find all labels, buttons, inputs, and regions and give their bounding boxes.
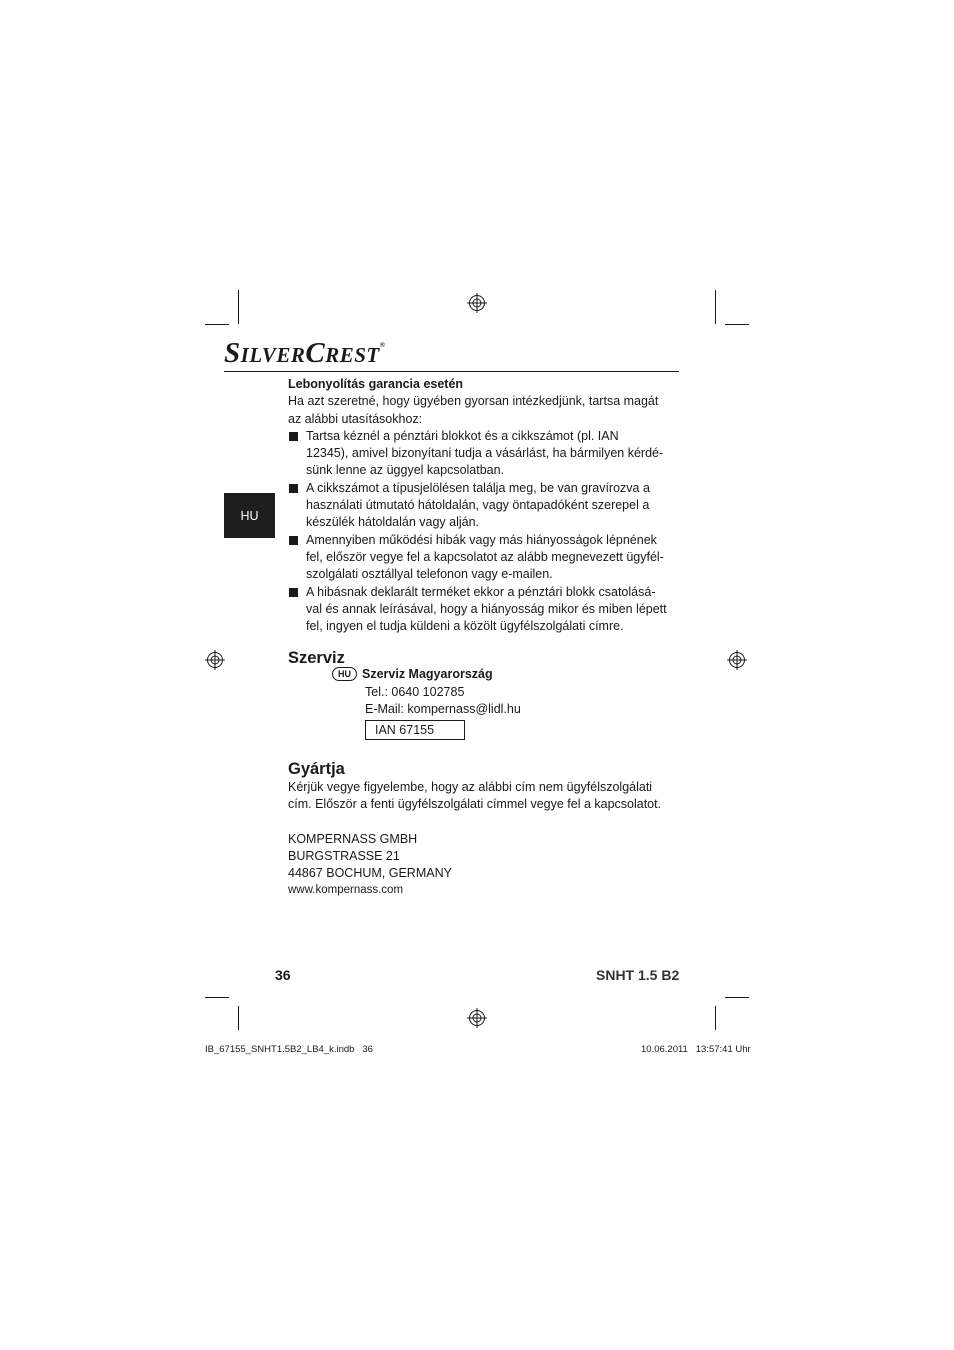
crop-mark [238,290,239,324]
bullet-square-icon [289,432,298,441]
language-tab [224,493,275,538]
warranty-section [288,376,678,635]
registration-mark-icon [205,650,225,670]
crop-mark [238,1006,239,1030]
warranty-intro: Ha azt szeretné, hogy ügyében gyorsan intézkedjünk, tartsa magát az alábbi utasításokhoz: [288,394,659,426]
list-item: Amennyiben működési hibák vagy más hiányosságok lépnének fel, először vegye fel a kapcsolatot az alább megnevezett ügyfél- szolgálati osztállyal telefonon vagy e-mailen. [288,532,678,584]
warranty-steps [288,428,678,636]
model-number: SNHT 1.5 B2 [596,967,680,983]
list-item: A cikkszámot a típusjelölésen találja meg, be van gravírozva a használati útmutató hátoldalán, vagy öntapadóként szerepel a készülék hátoldalán vagy alján. [288,480,678,532]
bullet-square-icon [289,484,298,493]
manufacturer-address: KOMPERNASS GMBH BURGSTRASSE 21 44867 BOCHUM, GERMANY [288,831,452,881]
crop-mark [725,324,749,325]
crop-mark [715,1006,716,1030]
crop-mark [205,997,229,998]
crop-mark [725,997,749,998]
service-phone: Tel.: 0640 102785 [365,684,465,699]
print-file-slug: IB_67155_SNHT1.5B2_LB4_k.indb 36 [205,1044,373,1055]
bullet-square-icon [289,536,298,545]
manufacturer-heading: Gyártja [288,760,345,778]
registration-mark-icon [467,1008,487,1028]
manufacturer-website: www.kompernass.com [288,884,404,897]
service-email: E-Mail: kompernass@lidl.hu [365,702,521,716]
manufacturer-note: Kérjük vegye figyelembe, hogy az alábbi cím nem ügyfélszolgálati cím. Először a fenti ügyfélszolgálati címmel vegye fel a kapcsolatot. [288,780,662,812]
language-tab-label: HU [240,508,259,523]
print-datetime-slug: 10.06.2011 13:57:41 Uhr [641,1044,751,1055]
list-item: A hibásnak deklarált terméket ekkor a pénztári blokk csatolásá- val és annak leírásával, hogy a hiányosság mikor és miben lépett fel, ingyen el tudja küldeni a közölt ügyfélszolgálati címre. [288,584,678,636]
registration-mark-icon [467,293,487,313]
crop-mark [205,324,229,325]
service-heading: Szerviz [288,649,345,667]
service-contact [332,666,521,740]
service-name: Szerviz Magyarország [362,667,493,681]
manufacturer-section [288,779,688,900]
header-rule [224,371,679,372]
crop-mark [715,290,716,324]
list-item: Tartsa kéznél a pénztári blokkot és a cikkszámot (pl. IAN 12345), amivel bizonyítani tudja a vásárlást, ha bármilyen kérdé- sünk lenne az üggyel kapcsolatban. [288,428,678,480]
page-number: 36 [275,967,291,983]
silvercrest-logo: SILVERCREST® [224,337,386,369]
ian-box: IAN 67155 [365,720,465,741]
country-badge: HU [332,667,357,681]
bullet-square-icon [289,588,298,597]
registration-mark-icon [727,650,747,670]
warranty-heading: Lebonyolítás garancia esetén [288,377,464,391]
